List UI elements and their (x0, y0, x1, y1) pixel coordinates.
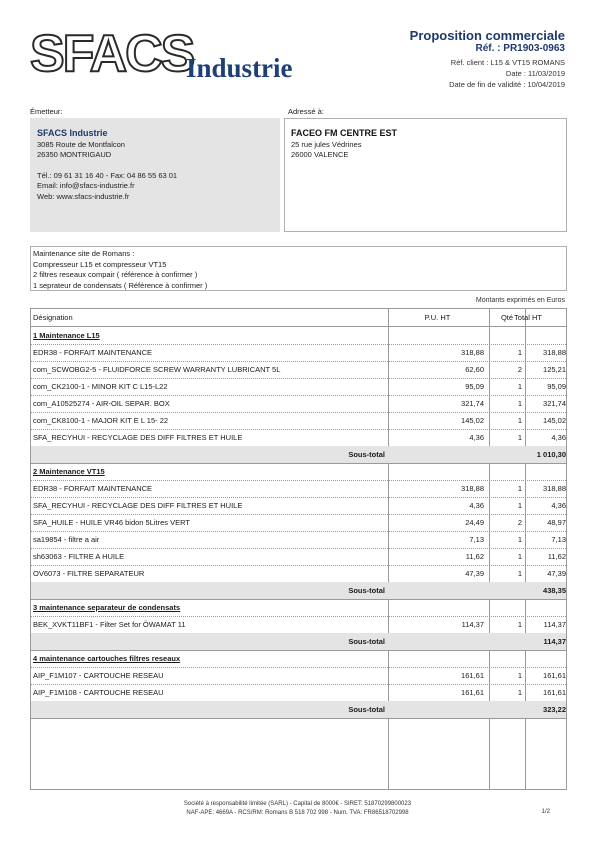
item-quantity: 1 (517, 382, 522, 391)
description-line: 1 seprateur de condensats ( Référence à confirmer ) (33, 280, 208, 290)
item-quantity: 1 (517, 484, 522, 493)
table-row (31, 497, 566, 515)
item-unit-price: 7,13 (469, 535, 484, 544)
currency-note: Montants exprimés en Euros (475, 297, 565, 304)
item-total: 11,62 (547, 552, 566, 561)
subtotal-label: Sous-total (348, 586, 385, 595)
company-logo-sfacs: SFACS (30, 25, 194, 83)
subtotal-value: 114,37 (543, 637, 566, 646)
item-designation: com_A10525274 - AIR-OIL SEPAR. BOX (33, 399, 170, 408)
table-header-row (31, 309, 566, 327)
subtotal-row (31, 446, 566, 464)
item-designation: com_SCWOBG2-5 - FLUIDFORCE SCREW WARRANTY LUBRICANT 5L (33, 365, 281, 374)
description-line: Compresseur L15 et compresseur VT15 (33, 259, 167, 269)
header-unit-price: P.U. HT (424, 313, 451, 322)
addressee-name: FACEO FM CENTRE EST (291, 128, 398, 138)
section-title: 3 maintenance separateur de condensats (33, 603, 181, 612)
item-total: 161,61 (543, 671, 566, 680)
item-designation: EDR38 - FORFAIT MAINTENANCE (33, 348, 153, 357)
item-designation: SFA_HUILE - HUILE VR46 bidon 5Litres VERT (33, 518, 191, 527)
item-quantity: 1 (517, 501, 522, 510)
description-line: 2 filtres reseaux compair ( référence à confirmer ) (33, 270, 198, 279)
client-reference: Réf. client : L15 & VT15 ROMANS (450, 58, 565, 67)
item-designation: AIP_F1M107 - CARTOUCHE RESEAU (33, 671, 164, 680)
emitter-label: Émetteur: (30, 107, 63, 116)
item-quantity: 1 (517, 416, 522, 425)
item-unit-price: 114,37 (461, 620, 484, 629)
item-quantity: 1 (517, 552, 522, 561)
item-unit-price: 95,09 (465, 382, 484, 391)
item-unit-price: 11,62 (465, 552, 484, 561)
table-row (31, 548, 566, 566)
proposal-date: Date : 11/03/2019 (505, 69, 565, 78)
item-quantity: 1 (517, 433, 522, 442)
table-row (31, 395, 566, 413)
item-unit-price: 4,36 (469, 501, 484, 510)
header-quantity: Qté (500, 313, 514, 322)
item-designation: sh63063 - FILTRE A HUILE (33, 552, 125, 561)
table-row (31, 412, 566, 430)
item-total: 4,36 (551, 501, 566, 510)
subtotal-row (31, 582, 566, 600)
item-quantity: 1 (517, 535, 522, 544)
subtotal-label: Sous-total (348, 450, 385, 459)
subtotal-value: 438,35 (543, 586, 566, 595)
table-row (31, 378, 566, 396)
item-designation: OV6073 - FILTRE SEPARATEUR (33, 569, 145, 578)
item-unit-price: 4,36 (469, 433, 484, 442)
item-designation: AIP_F1M108 - CARTOUCHE RESEAU (33, 688, 164, 697)
item-quantity: 1 (517, 399, 522, 408)
emitter-block (30, 118, 280, 232)
table-row (31, 361, 566, 379)
emitter-name: SFACS Industrie (37, 128, 108, 138)
item-total: 125,21 (543, 365, 566, 374)
item-total: 318,88 (543, 484, 566, 493)
item-quantity: 2 (517, 518, 522, 527)
header-designation: Désignation (33, 313, 73, 322)
subtotal-row (31, 701, 566, 719)
emitter-web: Web: www.sfacs-industrie.fr (37, 191, 130, 201)
addressee-label: Adressé à: (288, 107, 324, 116)
item-total: 7,13 (551, 535, 566, 544)
subtotal-label: Sous-total (348, 705, 385, 714)
item-total: 318,88 (543, 348, 566, 357)
item-quantity: 2 (517, 365, 522, 374)
footer-registration-line: NAF-APE: 4669A - RCS/RM: Romans B 518 702 998 - Num. TVA: FR86518702998 (186, 810, 409, 816)
item-designation: sa19854 - filtre a air (33, 535, 100, 544)
item-unit-price: 62,60 (465, 365, 484, 374)
item-designation: SFA_RECYHUI - RECYCLAGE DES DIFF FILTRES ET HUILE (33, 433, 243, 442)
table-row (31, 565, 566, 583)
table-row (31, 514, 566, 532)
item-total: 47,39 (547, 569, 566, 578)
item-total: 4,36 (551, 433, 566, 442)
section-title-row (31, 463, 566, 481)
page-number: 1/2 (541, 809, 550, 815)
section-title-row (31, 599, 566, 617)
item-total: 95,09 (547, 382, 566, 391)
emitter-email: Email: info@sfacs-industrie.fr (37, 181, 135, 190)
item-unit-price: 145,02 (461, 416, 484, 425)
addressee-city: 26000 VALENCE (291, 150, 349, 159)
item-quantity: 1 (517, 620, 522, 629)
item-designation: com_CK2100-1 - MINOR KIT C L15-L22 (33, 382, 168, 391)
table-row (31, 429, 566, 447)
item-quantity: 1 (517, 688, 522, 697)
subtotal-label: Sous-total (348, 637, 385, 646)
footer-legal-line: Société à responsabilité limitée (SARL) - Capital de 8000€ - SIRET: 51870299800023 (183, 801, 412, 807)
item-unit-price: 161,61 (461, 688, 484, 697)
item-total: 161,61 (543, 688, 566, 697)
item-unit-price: 318,88 (461, 348, 484, 357)
item-unit-price: 24,49 (465, 518, 484, 527)
description-line: Maintenance site de Romans : (33, 249, 135, 258)
item-total: 145,02 (543, 416, 566, 425)
item-designation: com_CK8100-1 - MAJOR KIT E L 15- 22 (33, 416, 169, 425)
item-designation: BEK_XVKT11BF1 - Filter Set for ÖWAMAT 11 (33, 620, 186, 629)
table-row (31, 344, 566, 362)
footer (0, 800, 595, 818)
section-title-row (31, 650, 566, 668)
item-quantity: 1 (517, 569, 522, 578)
table-row (31, 480, 566, 498)
addressee-street: 25 rue jules Védrines (291, 139, 362, 149)
item-total: 321,74 (543, 399, 566, 408)
item-unit-price: 47,39 (465, 569, 484, 578)
item-designation: EDR38 - FORFAIT MAINTENANCE (33, 484, 153, 493)
emitter-street: 3085 Route de Montfalcon (37, 139, 125, 149)
table-row (31, 684, 566, 702)
table-row (31, 667, 566, 685)
item-designation: SFA_RECYHUI - RECYCLAGE DES DIFF FILTRES ET HUILE (33, 501, 243, 510)
item-quantity: 1 (517, 348, 522, 357)
table-row (31, 616, 566, 634)
emitter-phone: Tél.: 09 61 31 16 40 - Fax: 04 86 55 63 01 (37, 170, 178, 180)
item-unit-price: 321,74 (461, 399, 484, 408)
item-quantity: 1 (517, 671, 522, 680)
subtotal-value: 1 010,30 (536, 450, 566, 459)
section-title: 1 Maintenance L15 (33, 331, 100, 340)
subtotal-row (31, 633, 566, 651)
items-table (30, 308, 567, 790)
section-title-row (31, 327, 566, 345)
validity-date: Date de fin de validité : 10/04/2019 (449, 80, 565, 89)
addressee-block (284, 118, 567, 232)
emitter-city: 26350 MONTRIGAUD (37, 150, 112, 159)
header-total: Total HT (514, 313, 542, 322)
item-unit-price: 161,61 (461, 671, 484, 680)
subtotal-value: 323,22 (543, 705, 566, 714)
section-title: 4 maintenance cartouches filtres reseaux (33, 654, 181, 663)
section-title: 2 Maintenance VT15 (33, 467, 105, 476)
document-title: Proposition commerciale (409, 28, 565, 43)
company-logo-industrie: Industrie (186, 53, 293, 83)
item-total: 114,37 (543, 620, 566, 629)
item-unit-price: 318,88 (461, 484, 484, 493)
table-row (31, 531, 566, 549)
item-total: 48,97 (547, 518, 566, 527)
proposal-reference: Réf. : PR1903-0963 (475, 43, 565, 54)
description-block (30, 246, 567, 291)
